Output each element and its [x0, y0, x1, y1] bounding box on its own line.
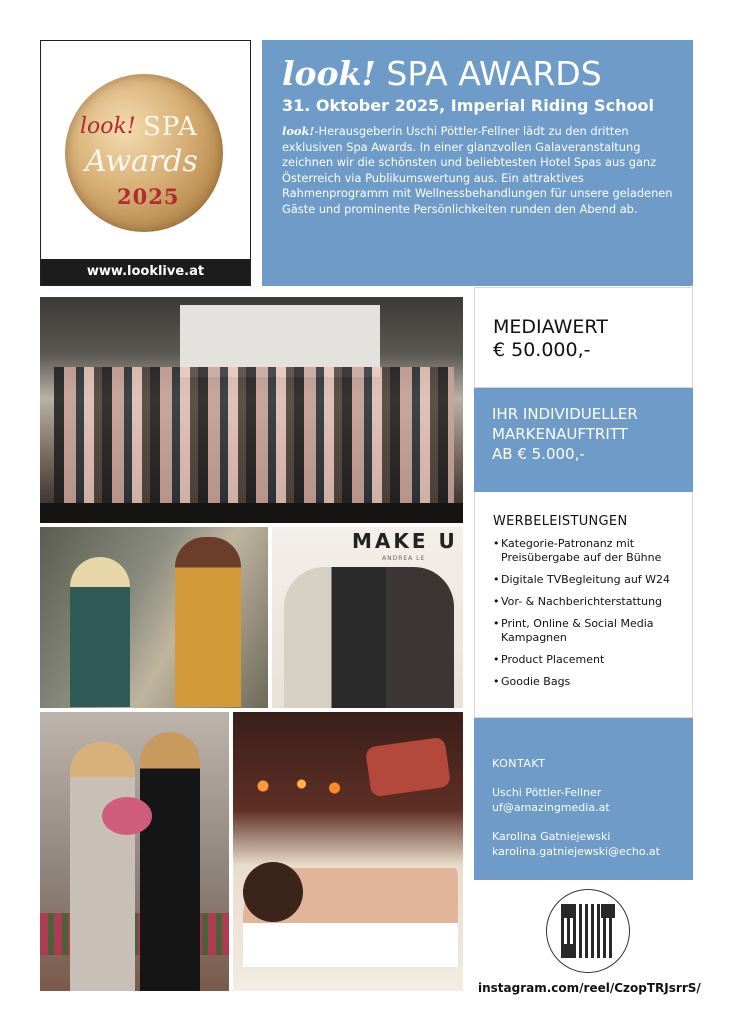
markenauftritt-line1: IHR INDIVIDUELLER: [492, 405, 638, 423]
contact-name-2: Karolina Gatniejewski: [492, 830, 611, 843]
title-rest: SPA AWARDS: [375, 54, 602, 93]
qr-pattern: [561, 904, 615, 958]
mediawert-value: € 50.000,-: [493, 339, 591, 361]
intro-paragraph: [282, 124, 673, 218]
werbeleistungen-box: [474, 492, 693, 718]
medal-look-text: look!: [80, 114, 136, 139]
spa-awards-medal-logo: [65, 74, 223, 232]
candles: [241, 762, 351, 802]
winner-figure-2: [140, 732, 200, 991]
makeup-sign-sub: ANDREA LE: [382, 555, 426, 562]
header-panel: [262, 40, 693, 286]
stage-floor: [40, 503, 463, 523]
website-url[interactable]: www.looklive.at: [41, 259, 250, 285]
mediawert-box: [474, 287, 693, 388]
markenauftritt-line2: MARKENAUFTRITT: [492, 425, 628, 443]
logo-panel: [40, 40, 251, 286]
medal-awards-text: Awards: [85, 144, 198, 179]
winner-figure-1: [70, 742, 135, 991]
guest-figure: [175, 537, 241, 707]
qr-code-icon[interactable]: [546, 889, 630, 973]
mediawert-label: MEDIAWERT: [493, 316, 608, 338]
list-item: • Kategorie-Patronanz mit Preisübergabe auf der Bühne: [493, 537, 692, 565]
markenauftritt-price: AB € 5.000,-: [492, 445, 585, 463]
markenauftritt-box: [474, 388, 693, 492]
client-hair: [243, 862, 303, 922]
contact-name-1: Uschi Pöttler-Fellner: [492, 786, 602, 799]
three-women-figures: [284, 567, 454, 708]
makeup-sign: MAKE U: [352, 529, 458, 553]
intro-text: -Herausgeberin Uschi Pöttler-Fellner lädt zu den dritten exklusiven Spa Awards. In einer glanzvollen Galaveranstaltung zeichnen wir die schönsten und beliebtesten Hotel Spas aus ganz Österreich via Publikumswertung aus. Ein attraktives Rahmenprogramm mit Wellnessbehandlungen für unsere geladenen Gäste und prominente Persönlichkeiten runden den Abend ab.: [282, 124, 673, 216]
medal-spa-text: SPA: [143, 112, 198, 142]
presenter-figure: [70, 557, 130, 707]
list-item: • Digitale TVBegleitung auf W24: [493, 573, 692, 587]
list-item: • Goodie Bags: [493, 675, 692, 689]
red-pillow: [365, 737, 451, 798]
medal-year-text: 2025: [117, 184, 180, 209]
page-title: [282, 54, 673, 94]
bouquet: [102, 797, 152, 835]
makeup-booth-photo: [272, 527, 463, 708]
title-brand: look!: [282, 54, 376, 93]
kontakt-box: [474, 718, 693, 880]
contact-email-1[interactable]: uf@amazingmedia.at: [492, 801, 610, 814]
spa-treatment-photo: [233, 712, 463, 991]
kontakt-title: KONTAKT: [492, 757, 546, 770]
intro-brand: look!: [282, 124, 315, 138]
werbeleistungen-list: [493, 537, 692, 689]
werbeleistungen-title: WERBELEISTUNGEN: [493, 514, 628, 529]
stage-interview-photo: [40, 527, 268, 708]
event-date-location: 31. Oktober 2025, Imperial Riding School: [282, 96, 654, 115]
guests-group: [54, 367, 454, 507]
instagram-link[interactable]: instagram.com/reel/CzopTRJsrrS/: [478, 981, 701, 995]
list-item: • Product Placement: [493, 653, 692, 667]
gala-group-photo: [40, 297, 463, 523]
list-item: • Print, Online & Social Media Kampagnen: [493, 617, 692, 645]
list-item: • Vor- & Nachberichterstattung: [493, 595, 692, 609]
contact-email-2[interactable]: karolina.gatniejewski@echo.at: [492, 845, 660, 858]
award-winners-photo: [40, 712, 229, 991]
